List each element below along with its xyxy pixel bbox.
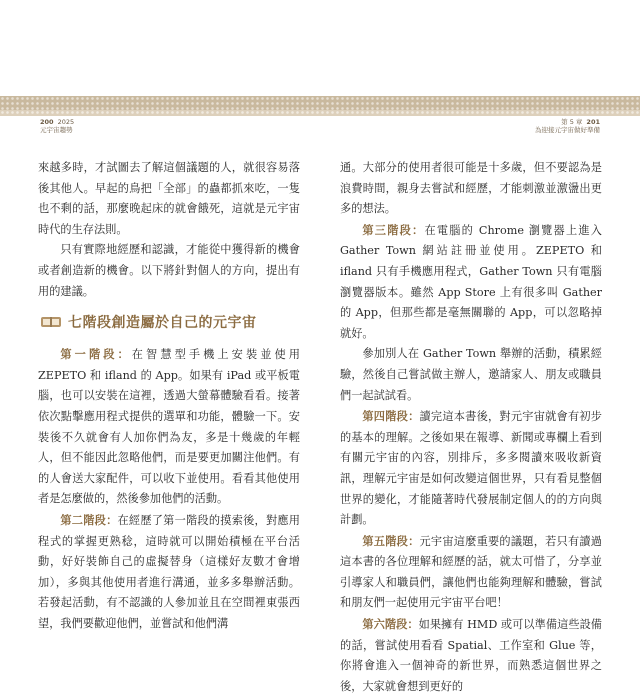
stage-paragraph bbox=[38, 510, 300, 635]
left-page-body bbox=[38, 158, 300, 634]
decorative-dot-band bbox=[0, 96, 640, 110]
stage-label: 第五階段： bbox=[362, 533, 420, 548]
stage-paragraph bbox=[38, 344, 300, 510]
stage-label: 第一階段： bbox=[60, 347, 132, 362]
paragraph: 只有實際地經歷和認識，才能從中獲得新的機會或者創造新的機會。以下將針對個人的方向，提出有用的建議。 bbox=[38, 243, 300, 298]
decorative-dot-band-lower bbox=[0, 110, 640, 116]
left-page-number: 200 bbox=[40, 118, 54, 126]
right-page-number: 201 bbox=[586, 118, 600, 126]
stage-text: 在智慧型手機上安裝並使用 ZEPETO 和 ifland 的 App。如果有 iPad 或平板電腦，也可以安裝在這裡，透過大螢幕體驗看看。接著依次點擊應用程式提供的選單和功能，體驗一下。安裝後不久就會有人加你們為友，多是十幾歲的年輕人，但不能因此忽略他們，而是要更加關注他們。有的人會送大家配件，可以收下並使用。看看其他使用者是怎麼做的，然後參加他們的活動。 bbox=[38, 348, 300, 506]
stage-text: 讀完這本書後，對元宇宙就會有初步的基本的理解。之後如果在報導、新聞或專欄上看到有關元宇宙的內容，別排斥，多多閱讀來吸收新資訊，理解元宇宙是如何改變這個世界，只有看見整個世界的變化，才能隨著時代發展制定個人的的方向與計劃。 bbox=[340, 410, 602, 527]
left-page-header bbox=[40, 118, 74, 134]
stage-text: 元宇宙這麼重要的議題，若只有讀過這本書的各位理解和經歷的話，就太可惜了，分享並引導家人和職員們，讓他們也能夠理解和體驗，嘗試和朋友們一起使用元宇宙平台吧！ bbox=[340, 534, 602, 610]
paragraph: 參加別人在 Gather Town 舉辦的活動，積累經驗，然後自己嘗試做主辦人，邀請家人、朋友或職員們一起試試看。 bbox=[340, 347, 602, 402]
stage-label: 第四階段： bbox=[362, 409, 420, 424]
right-page-header bbox=[535, 118, 600, 134]
left-header-book-title: 元宇宙趨勢 bbox=[40, 126, 73, 134]
right-header-chapter-title: 為迎接元宇宙做好準備 bbox=[535, 126, 600, 134]
stage-paragraph bbox=[340, 220, 602, 345]
right-header-chapter: 第 5 章 bbox=[561, 118, 583, 126]
right-page-body bbox=[340, 158, 602, 697]
paragraph: 通。大部分的使用者很可能是十多歲，但不要認為是浪費時間，親身去嘗試和經歷，才能刺激並激盪出更多的想法。 bbox=[340, 161, 602, 216]
paragraph: 來越多時，才試圖去了解這個議題的人，就很容易落後其他人。早起的鳥把「全部」的蟲都抓來吃，一隻也不剩的話，那麼晚起床的就會餓死，這就是元宇宙時代的生存法則。 bbox=[38, 161, 300, 236]
stage-paragraph bbox=[340, 406, 602, 531]
book-icon bbox=[40, 315, 62, 329]
section-title: 七階段創造屬於自己的元宇宙 bbox=[68, 315, 257, 332]
stage-label: 第三階段： bbox=[362, 222, 425, 237]
stage-label: 第二階段： bbox=[60, 512, 118, 527]
stage-text: 如果擁有 HMD 或可以準備這些設備的話，嘗試使用看看 Spatial、工作室和 Glue 等，你將會進入一個神奇的新世界，而熟悉這個世界之後，大家就會想到更好的 bbox=[340, 618, 602, 693]
stage-text: 在經歷了第一階段的摸索後，對應用程式的掌握更熟稔，這時就可以開始積極在平台活動，好好裝飾自己的虛擬替身（這樣好友數才會增加），多與其他使用者進行溝通，並多多舉辦活動。若發起活動，有不認識的人參加並且在空間裡東張西望，我們要歡迎他們，並嘗試和他們溝 bbox=[38, 513, 300, 630]
stage-text: 在電腦的 Chrome 瀏覽器上進入 Gather Town 網站註冊並使用。ZEPETO 和 ifland 只有手機應用程式，Gather Town 只有電腦瀏覽器版本。雖然 App Store 上有很多叫 Gather 的 App，但那些都是毫無關聯的 App，可以忽略掉就好。 bbox=[340, 223, 602, 340]
left-header-year: 2025 bbox=[57, 118, 75, 126]
stage-label: 第六階段： bbox=[362, 617, 419, 632]
stage-paragraph bbox=[340, 614, 602, 697]
stage-paragraph bbox=[340, 531, 602, 614]
section-heading bbox=[40, 312, 300, 332]
